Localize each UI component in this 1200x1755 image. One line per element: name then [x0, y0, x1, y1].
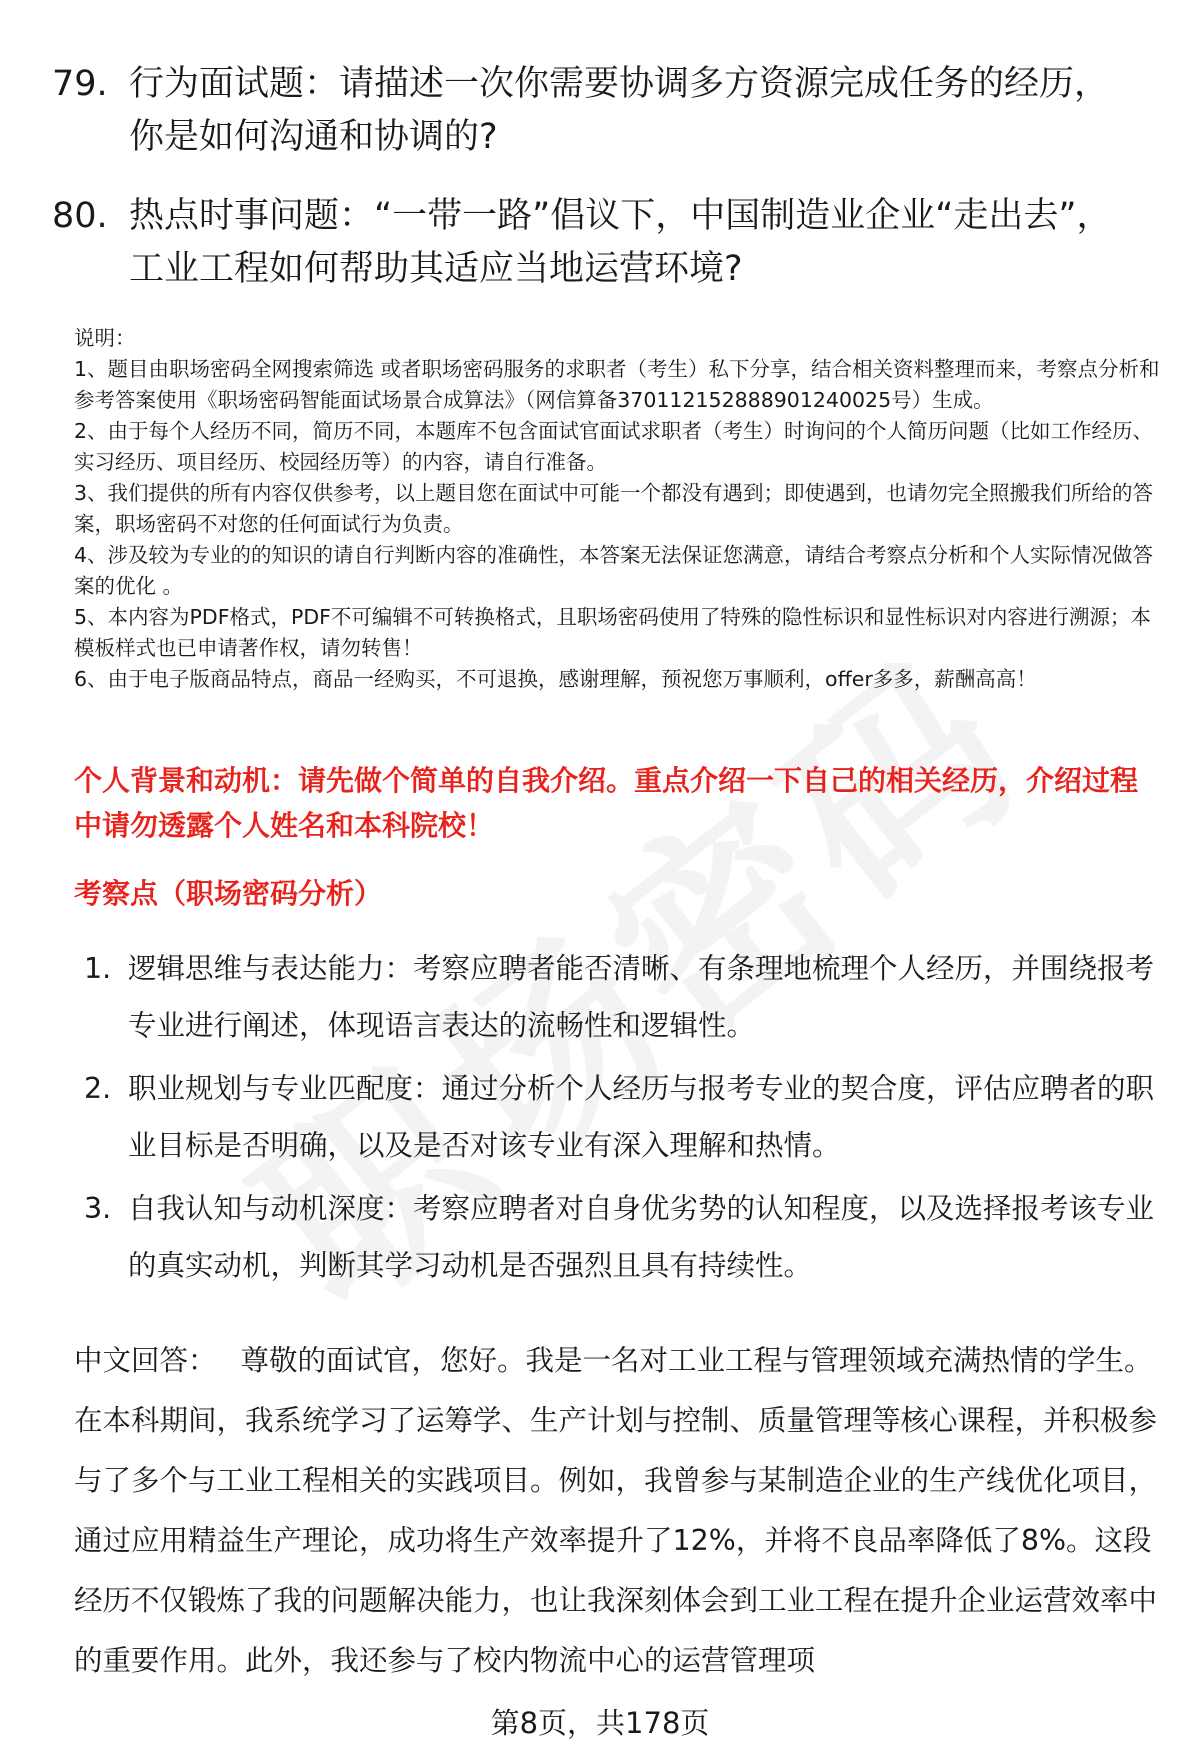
page-footer: 第8页，共178页 [490, 1706, 710, 1740]
intro-question-heading: 个人背景和动机：请先做个简单的自我介绍。重点介绍一下自己的相关经历，介绍过程中请勿透露个人姓名和本科院校！ [74, 764, 1139, 842]
answer-label: 中文回答： [74, 1344, 217, 1377]
analysis-heading: 考察点（职场密码分析） [74, 877, 383, 910]
note-item-1: 1、题目由职场密码全网搜索筛选 或者职场密码服务的求职者（考生）私下分享，结合相关资料整理而来，考察点分析和参考答案使用《职场密码智能面试场景合成算法》（网信算备370112152888901240025号）生成。 [74, 357, 1160, 412]
analysis-point [74, 940, 1164, 1054]
point-text: 逻辑思维与表达能力：考察应聘者能否清晰、有条理地梳理个人经历，并围绕报考专业进行阐述，体现语言表达的流畅性和逻辑性。 [128, 952, 1155, 1042]
note-item-3: 3、我们提供的所有内容仅供参考，以上题目您在面试中可能一个都没有遇到；即使遇到，也请勿完全照搬我们所给的答案，职场密码不对您的任何面试行为负责。 [74, 481, 1154, 536]
analysis-points-list [74, 940, 1164, 1300]
answer-section [74, 1331, 1164, 1691]
question-text: 热点时事问题：“一带一路”倡议下，中国制造业企业“走出去”，工业工程如何帮助其适应当地运营环境? [129, 196, 1112, 289]
note-item-4: 4、涉及较为专业的的知识的请自行判断内容的准确性，本答案无法保证您满意，请结合考察点分析和个人实际情况做答案的优化 。 [74, 543, 1154, 598]
notes-title: 说明： [74, 326, 136, 350]
point-text: 职业规划与专业匹配度：通过分析个人经历与报考专业的契合度，评估应聘者的职业目标是否明确，以及是否对该专业有深入理解和热情。 [128, 1072, 1155, 1162]
point-number: 3. [84, 1192, 112, 1225]
note-item-5: 5、本内容为PDF格式，PDF不可编辑不可转换格式，且职场密码使用了特殊的隐性标识和显性标识对内容进行溯源；本模板样式也已申请著作权，请勿转售！ [74, 605, 1151, 660]
point-number: 1. [84, 952, 112, 985]
analysis-point [74, 1060, 1164, 1174]
analysis-point [74, 1180, 1164, 1294]
question-number: 79. [52, 64, 108, 104]
point-number: 2. [84, 1072, 112, 1105]
question-text: 行为面试题：请描述一次你需要协调多方资源完成任务的经历，你是如何沟通和协调的? [129, 64, 1110, 157]
note-item-6: 6、由于电子版商品特点，商品一经购买，不可退换，感谢理解，预祝您万事顺利，offer多多，薪酬高高！ [74, 667, 1037, 691]
question-80 [52, 190, 1142, 296]
answer-text: 尊敬的面试官，您好。我是一名对工业工程与管理领域充满热情的学生。在本科期间，我系统学习了运筹学、生产计划与控制、质量管理等核心课程，并积极参与了多个与工业工程相关的实践项目。例如，我曾参与某制造企业的生产线优化项目，通过应用精益生产理论，成功将生产效率提升了12%，并将不良品率降低了8%。这段经历不仅锻炼了我的问题解决能力，也让我深刻体会到工业工程在提升企业运营效率中的重要作用。此外，我还参与了校内物流中心的运营管理项 [74, 1344, 1158, 1677]
notes-section [74, 323, 1164, 695]
question-79 [52, 58, 1142, 164]
point-text: 自我认知与动机深度：考察应聘者对自身优劣势的认知程度，以及选择报考该专业的真实动机，判断其学习动机是否强烈且具有持续性。 [128, 1192, 1155, 1282]
note-item-2: 2、由于每个人经历不同，简历不同，本题库不包含面试官面试求职者（考生）时询问的个人简历问题（比如工作经历、实习经历、项目经历、校园经历等）的内容，请自行准备。 [74, 419, 1154, 474]
question-number: 80. [52, 196, 108, 236]
